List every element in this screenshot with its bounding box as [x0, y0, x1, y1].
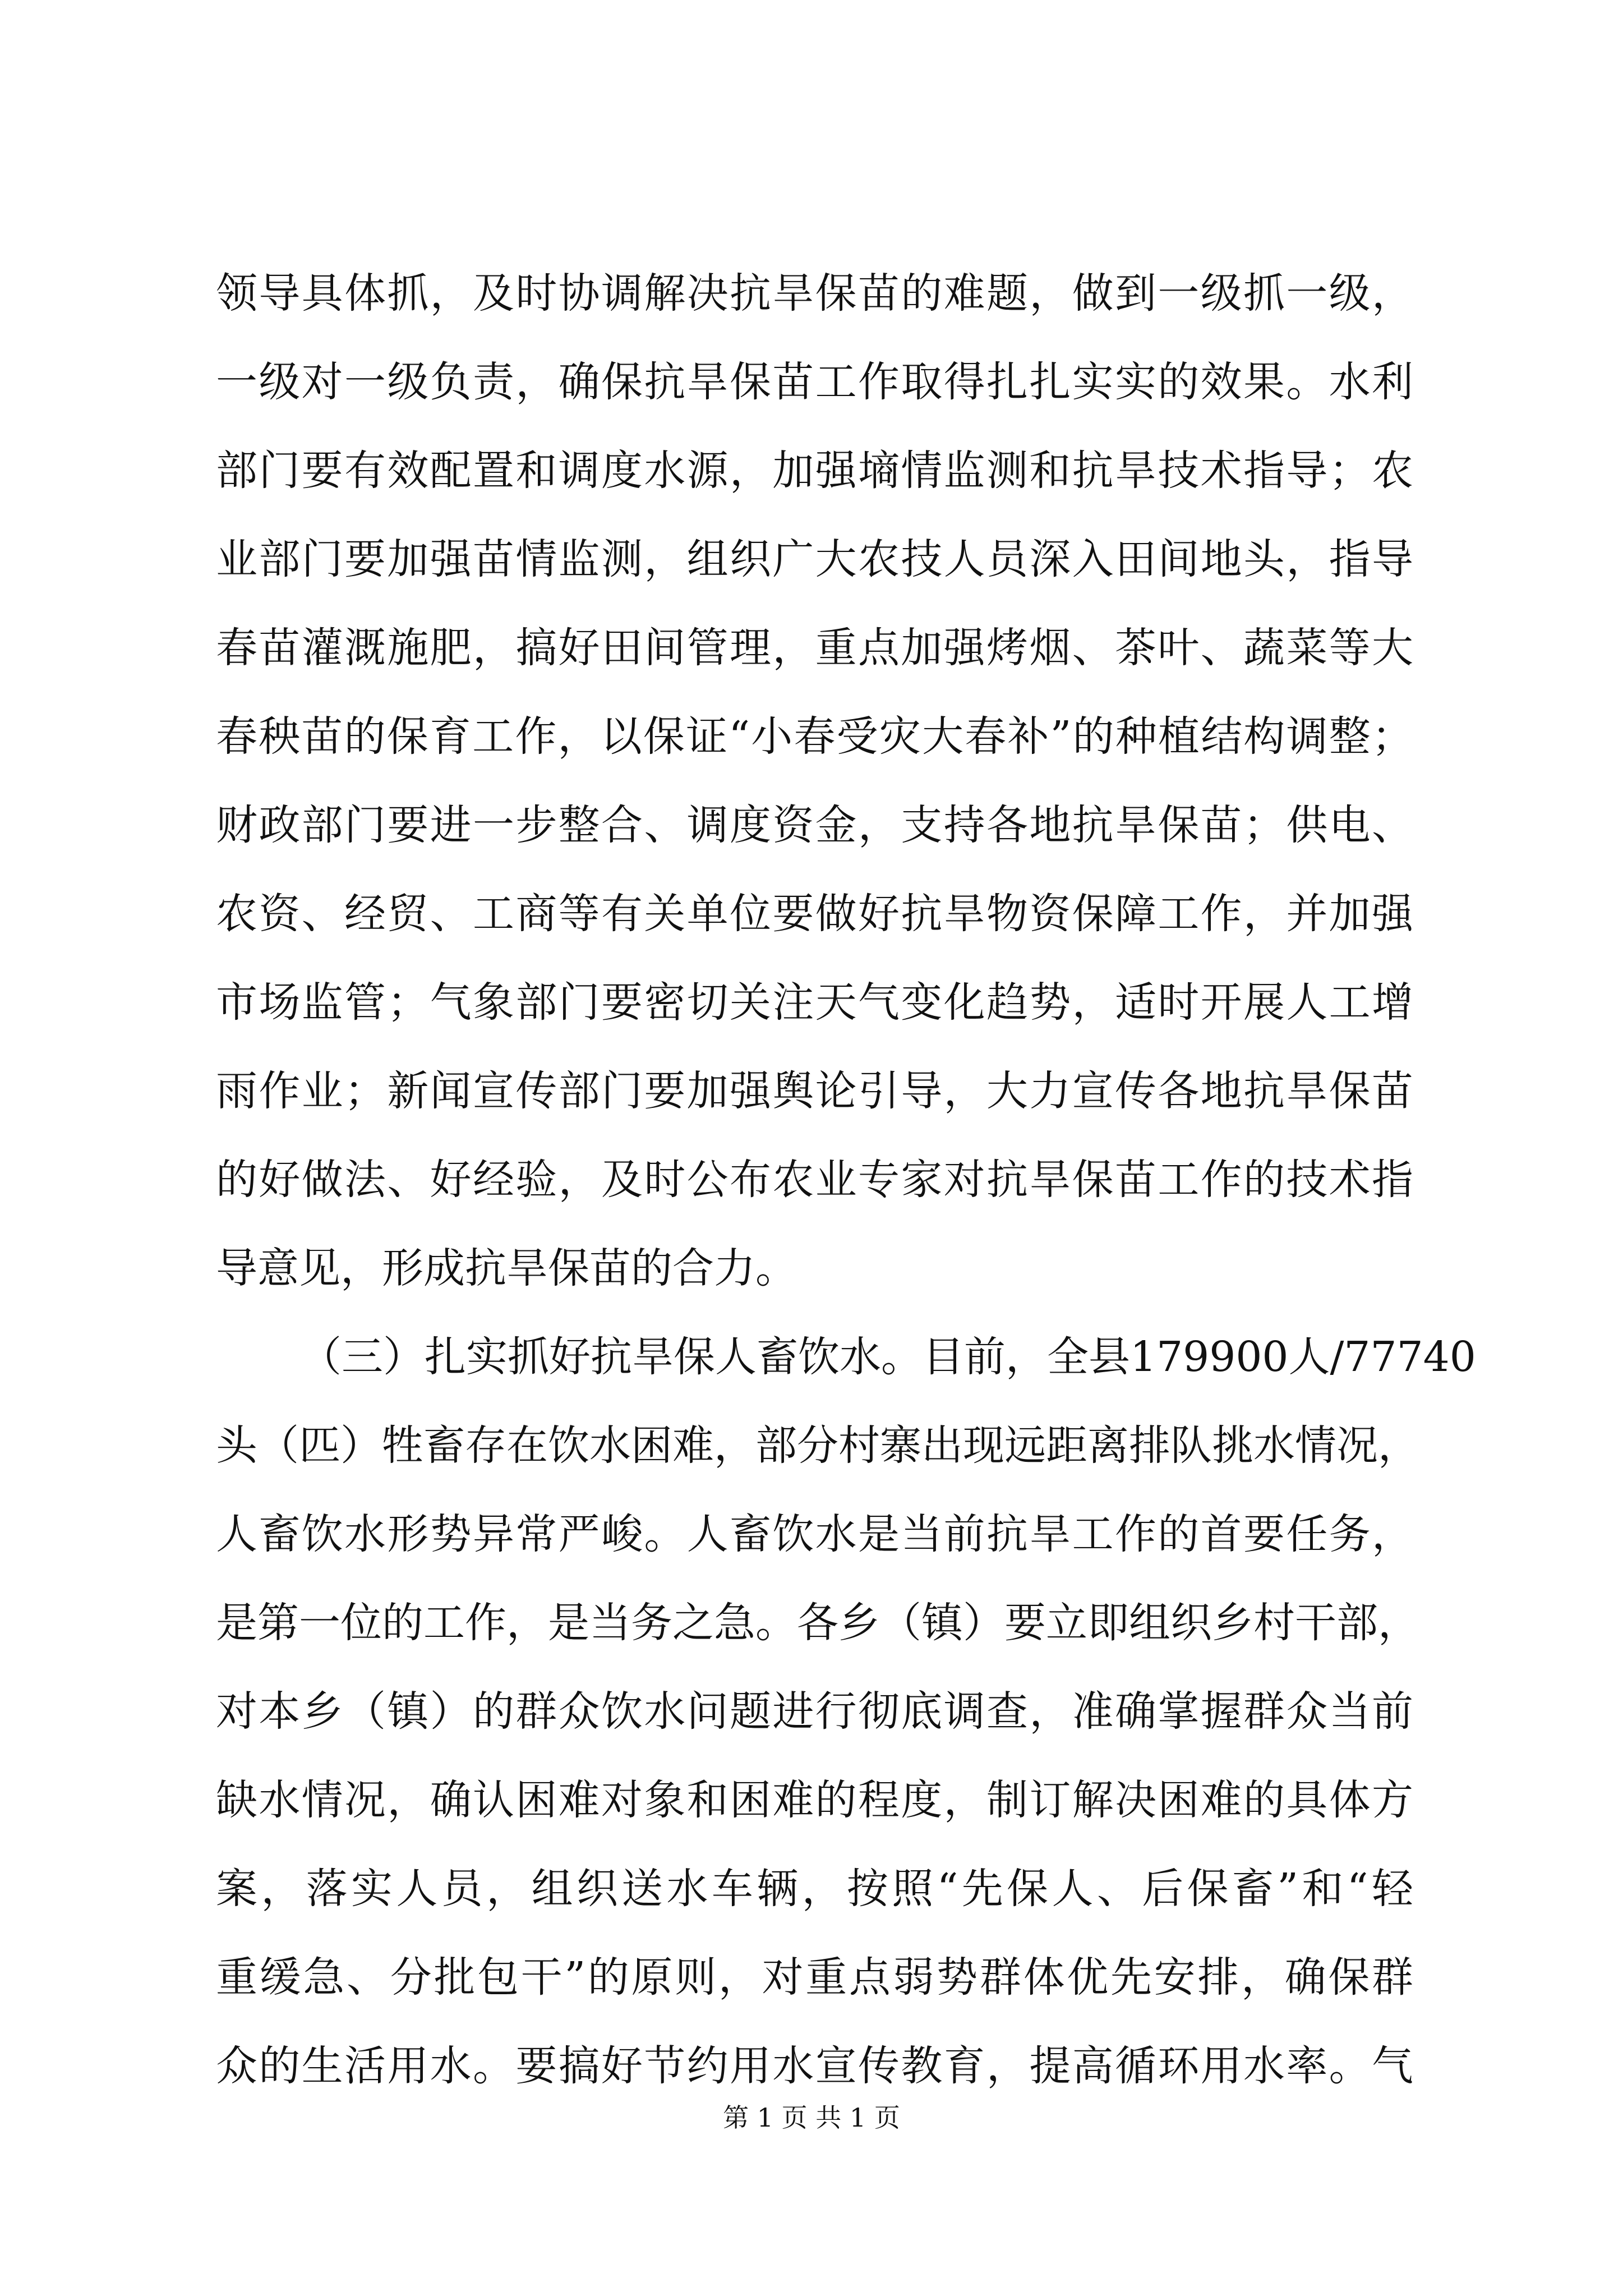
text-line: 头（匹）牲畜存在饮水困难，部分村寨出现远距离排队挑水情况，: [216, 1421, 1419, 1470]
text-line: 缺水情况，确认困难对象和困难的程度，制订解决困难的具体方: [216, 1776, 1413, 1824]
text-line: 人畜饮水形势异常严峻。人畜饮水是当前抗旱工作的首要任务，: [216, 1510, 1413, 1558]
text-line: 领导具体抓，及时协调解决抗旱保苗的难题，做到一级抓一级，: [216, 269, 1413, 318]
text-line: 春苗灌溉施肥，搞好田间管理，重点加强烤烟、茶叶、蔬菜等大: [216, 624, 1413, 672]
text-line: 部门要有效配置和调度水源，加强墒情监测和抗旱技术指导；农: [216, 447, 1413, 495]
text-line: 春秧苗的保育工作，以保证“小春受灾大春补”的种植结构调整；: [216, 712, 1413, 761]
text-line: 一级对一级负责，确保抗旱保苗工作取得扎扎实实的效果。水利: [216, 358, 1413, 406]
section-heading-line: （三）扎实抓好抗旱保人畜饮水。目前，全县179900人/77740: [300, 1333, 1476, 1381]
text-line: 众的生活用水。要搞好节约用水宣传教育，提高循环用水率。气: [216, 2042, 1413, 2090]
text-line: 是第一位的工作，是当务之急。各乡（镇）要立即组织乡村干部，: [216, 1599, 1419, 1647]
text-line: 雨作业；新闻宣传部门要加强舆论引导，大力宣传各地抗旱保苗: [216, 1067, 1413, 1115]
text-line: 导意见，形成抗旱保苗的合力。: [216, 1244, 797, 1292]
text-line: 的好做法、好经验，及时公布农业专家对抗旱保苗工作的技术指: [216, 1156, 1413, 1204]
page-footer: 第 1 页 共 1 页: [723, 2102, 900, 2133]
text-line: 市场监管；气象部门要密切关注天气变化趋势，适时开展人工增: [216, 978, 1413, 1027]
text-line: 财政部门要进一步整合、调度资金，支持各地抗旱保苗；供电、: [216, 801, 1413, 849]
text-line: 重缓急、分批包干”的原则，对重点弱势群体优先安排，确保群: [216, 1953, 1413, 2001]
text-line: 案，落实人员，组织送水车辆，按照“先保人、后保畜”和“轻: [216, 1865, 1413, 1913]
text-line: 农资、经贸、工商等有关单位要做好抗旱物资保障工作，并加强: [216, 890, 1413, 938]
text-line: 对本乡（镇）的群众饮水问题进行彻底调查，准确掌握群众当前: [216, 1687, 1413, 1736]
text-line: 业部门要加强苗情监测，组织广大农技人员深入田间地头，指导: [216, 535, 1413, 583]
